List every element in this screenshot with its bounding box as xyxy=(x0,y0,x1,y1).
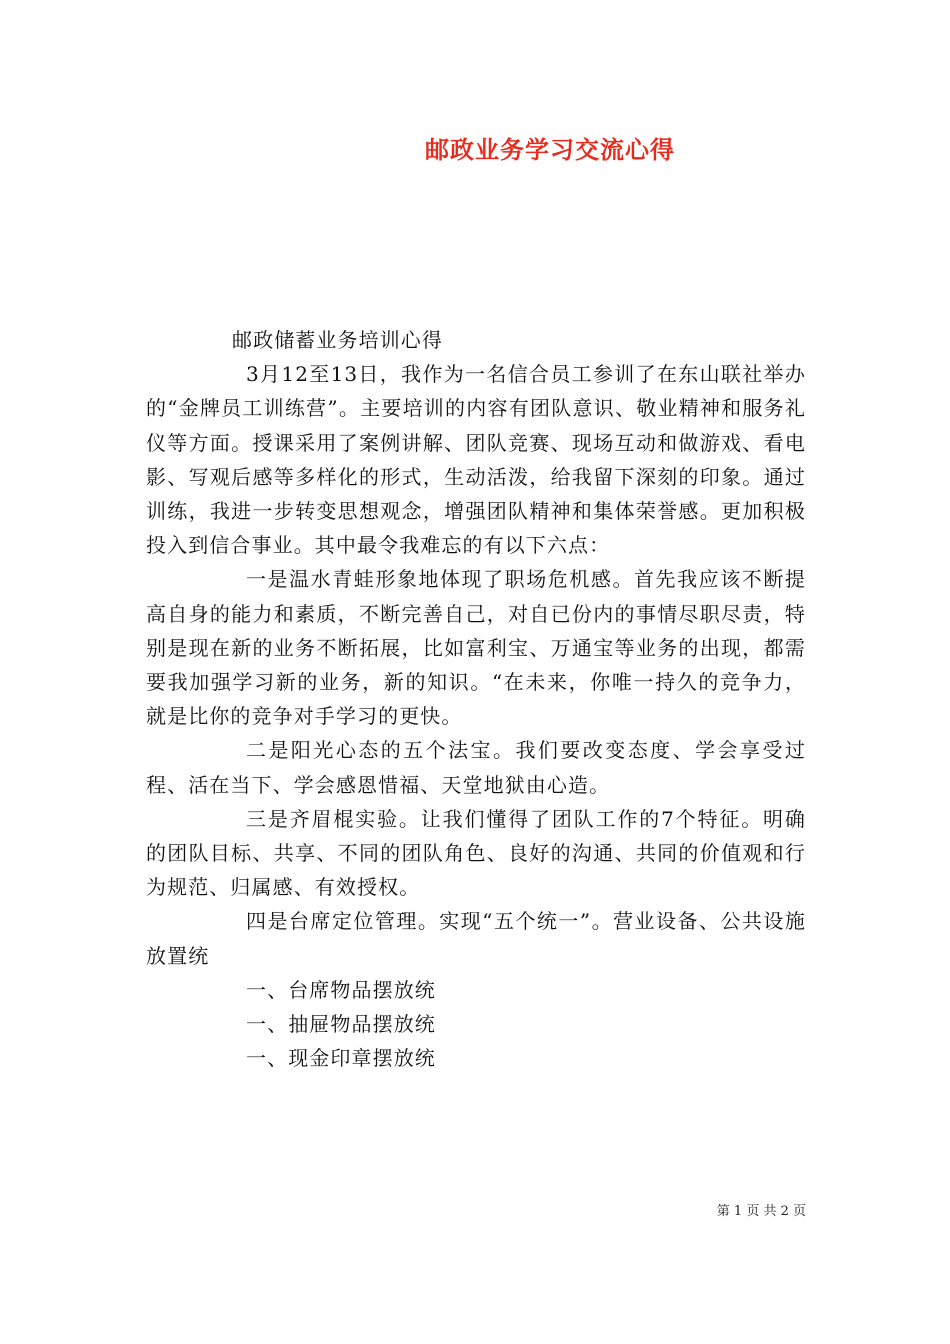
paragraph-intro: 3月12至13日，我作为一名信合员工参训了在东山联社举办的“金牌员工训练营”。主要培训的内容有团队意识、敬业精神和服务礼仪等方面。授课采用了案例讲解、团队竞赛、现场互动和做游戏、看电影、写观后感等多样化的形式，生动活泼，给我留下深刻的印象。通过训练，我进一步转变思想观念，增强团队精神和集体荣誉感。更加积极投入到信合事业。其中最令我难忘的有以下六点： xyxy=(146,362,806,558)
list-item: 一、现金印章摆放统 xyxy=(246,1046,436,1071)
list-item: 一、抽屉物品摆放统 xyxy=(246,1012,436,1037)
document-body xyxy=(146,323,806,1075)
paragraph-point-one: 一是温水青蛙形象地体现了职场危机感。首先我应该不断提高自身的能力和素质，不断完善自己，对自已份内的事情尽职尽责，特别是现在新的业务不断拓展，比如富利宝、万通宝等业务的出现，都需要我加强学习新的业务，新的知识。“在未来，你唯一持久的竞争力，就是比你的竞争对手学习的更快。 xyxy=(146,567,806,729)
paragraph-point-four: 四是台席定位管理。实现“五个统一”。营业设备、公共设施放置统 xyxy=(146,909,806,968)
list-item: 一、台席物品摆放统 xyxy=(246,977,436,1002)
paragraph-point-two: 二是阳光心态的五个法宝。我们要改变态度、学会享受过程、活在当下、学会感恩惜福、天堂地狱由心造。 xyxy=(146,738,806,797)
document-title: 邮政业务学习交流心得 xyxy=(425,135,675,164)
page-number: 第 1 页 共 2 页 xyxy=(716,1204,806,1219)
document-subtitle: 邮政储蓄业务培训心得 xyxy=(232,328,443,352)
paragraph-point-three: 三是齐眉棍实验。让我们懂得了团队工作的7个特征。明确的团队目标、共享、不同的团队角色、良好的沟通、共同的价值观和行为规范、归属感、有效授权。 xyxy=(146,806,806,900)
